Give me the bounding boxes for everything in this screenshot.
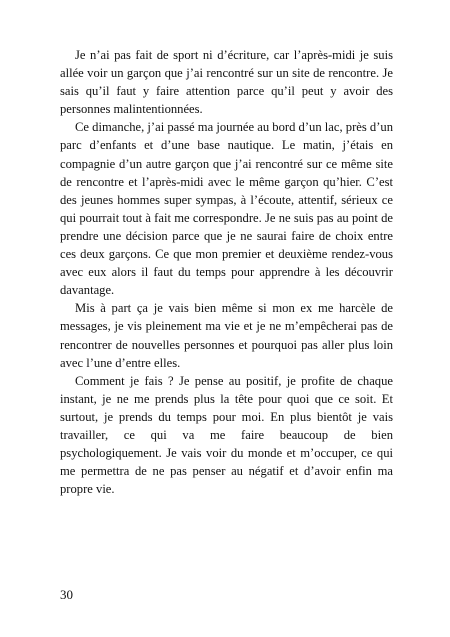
paragraph-4: Comment je fais ? Je pense au positif, je profite de chaque instant, je ne me prends plus la tête pour quoi que ce soit. Et surtout, je prends du temps pour moi. En plus bientôt je vais travailler, ce qui va me faire beaucoup de bien psychologiquement. Je vais voir du monde et m’occuper, ce qui me permettra de ne pas penser au négatif et d’avoir enfin ma propre vie.: [60, 373, 393, 497]
paragraph-1: Je n’ai pas fait de sport ni d’écriture, car l’après-midi je suis allée voir un garçon que j’ai rencontré sur un site de rencontre. Je sais qu’il faut y faire attention parce qu’il peut y avoir des personnes malintentionnées.: [60, 48, 393, 117]
paragraph-3: Mis à part ça je vais bien même si mon ex me harcèle de messages, je vis pleinement ma vie et je ne m’empêcherai pas de rencontrer de nouvelles personnes et pourquoi pas aller plus loin avec l’une d’entre elles.: [60, 301, 393, 370]
page-number: 30: [60, 587, 73, 602]
body-text: [60, 46, 393, 498]
paragraph-2: Ce dimanche, j’ai passé ma journée au bord d’un lac, près d’un parc d’enfants et d’une base nautique. Le matin, j’étais en compagnie d’un autre garçon que j’ai rencontré sur ce même site de rencontre et l’après-midi avec le même garçon qu’hier. C’est des jeunes hommes super sympas, à l’écoute, attentif, sérieux ce qui pourrait tout à fait me correspondre. Je ne suis pas au point de prendre une décision parce que je ne saurai faire de choix entre ces deux garçons. Ce que mon premier et deuxième rendez-vous avec eux alors il faut du temps pour apprendre à les découvrir davantage.: [60, 120, 393, 298]
